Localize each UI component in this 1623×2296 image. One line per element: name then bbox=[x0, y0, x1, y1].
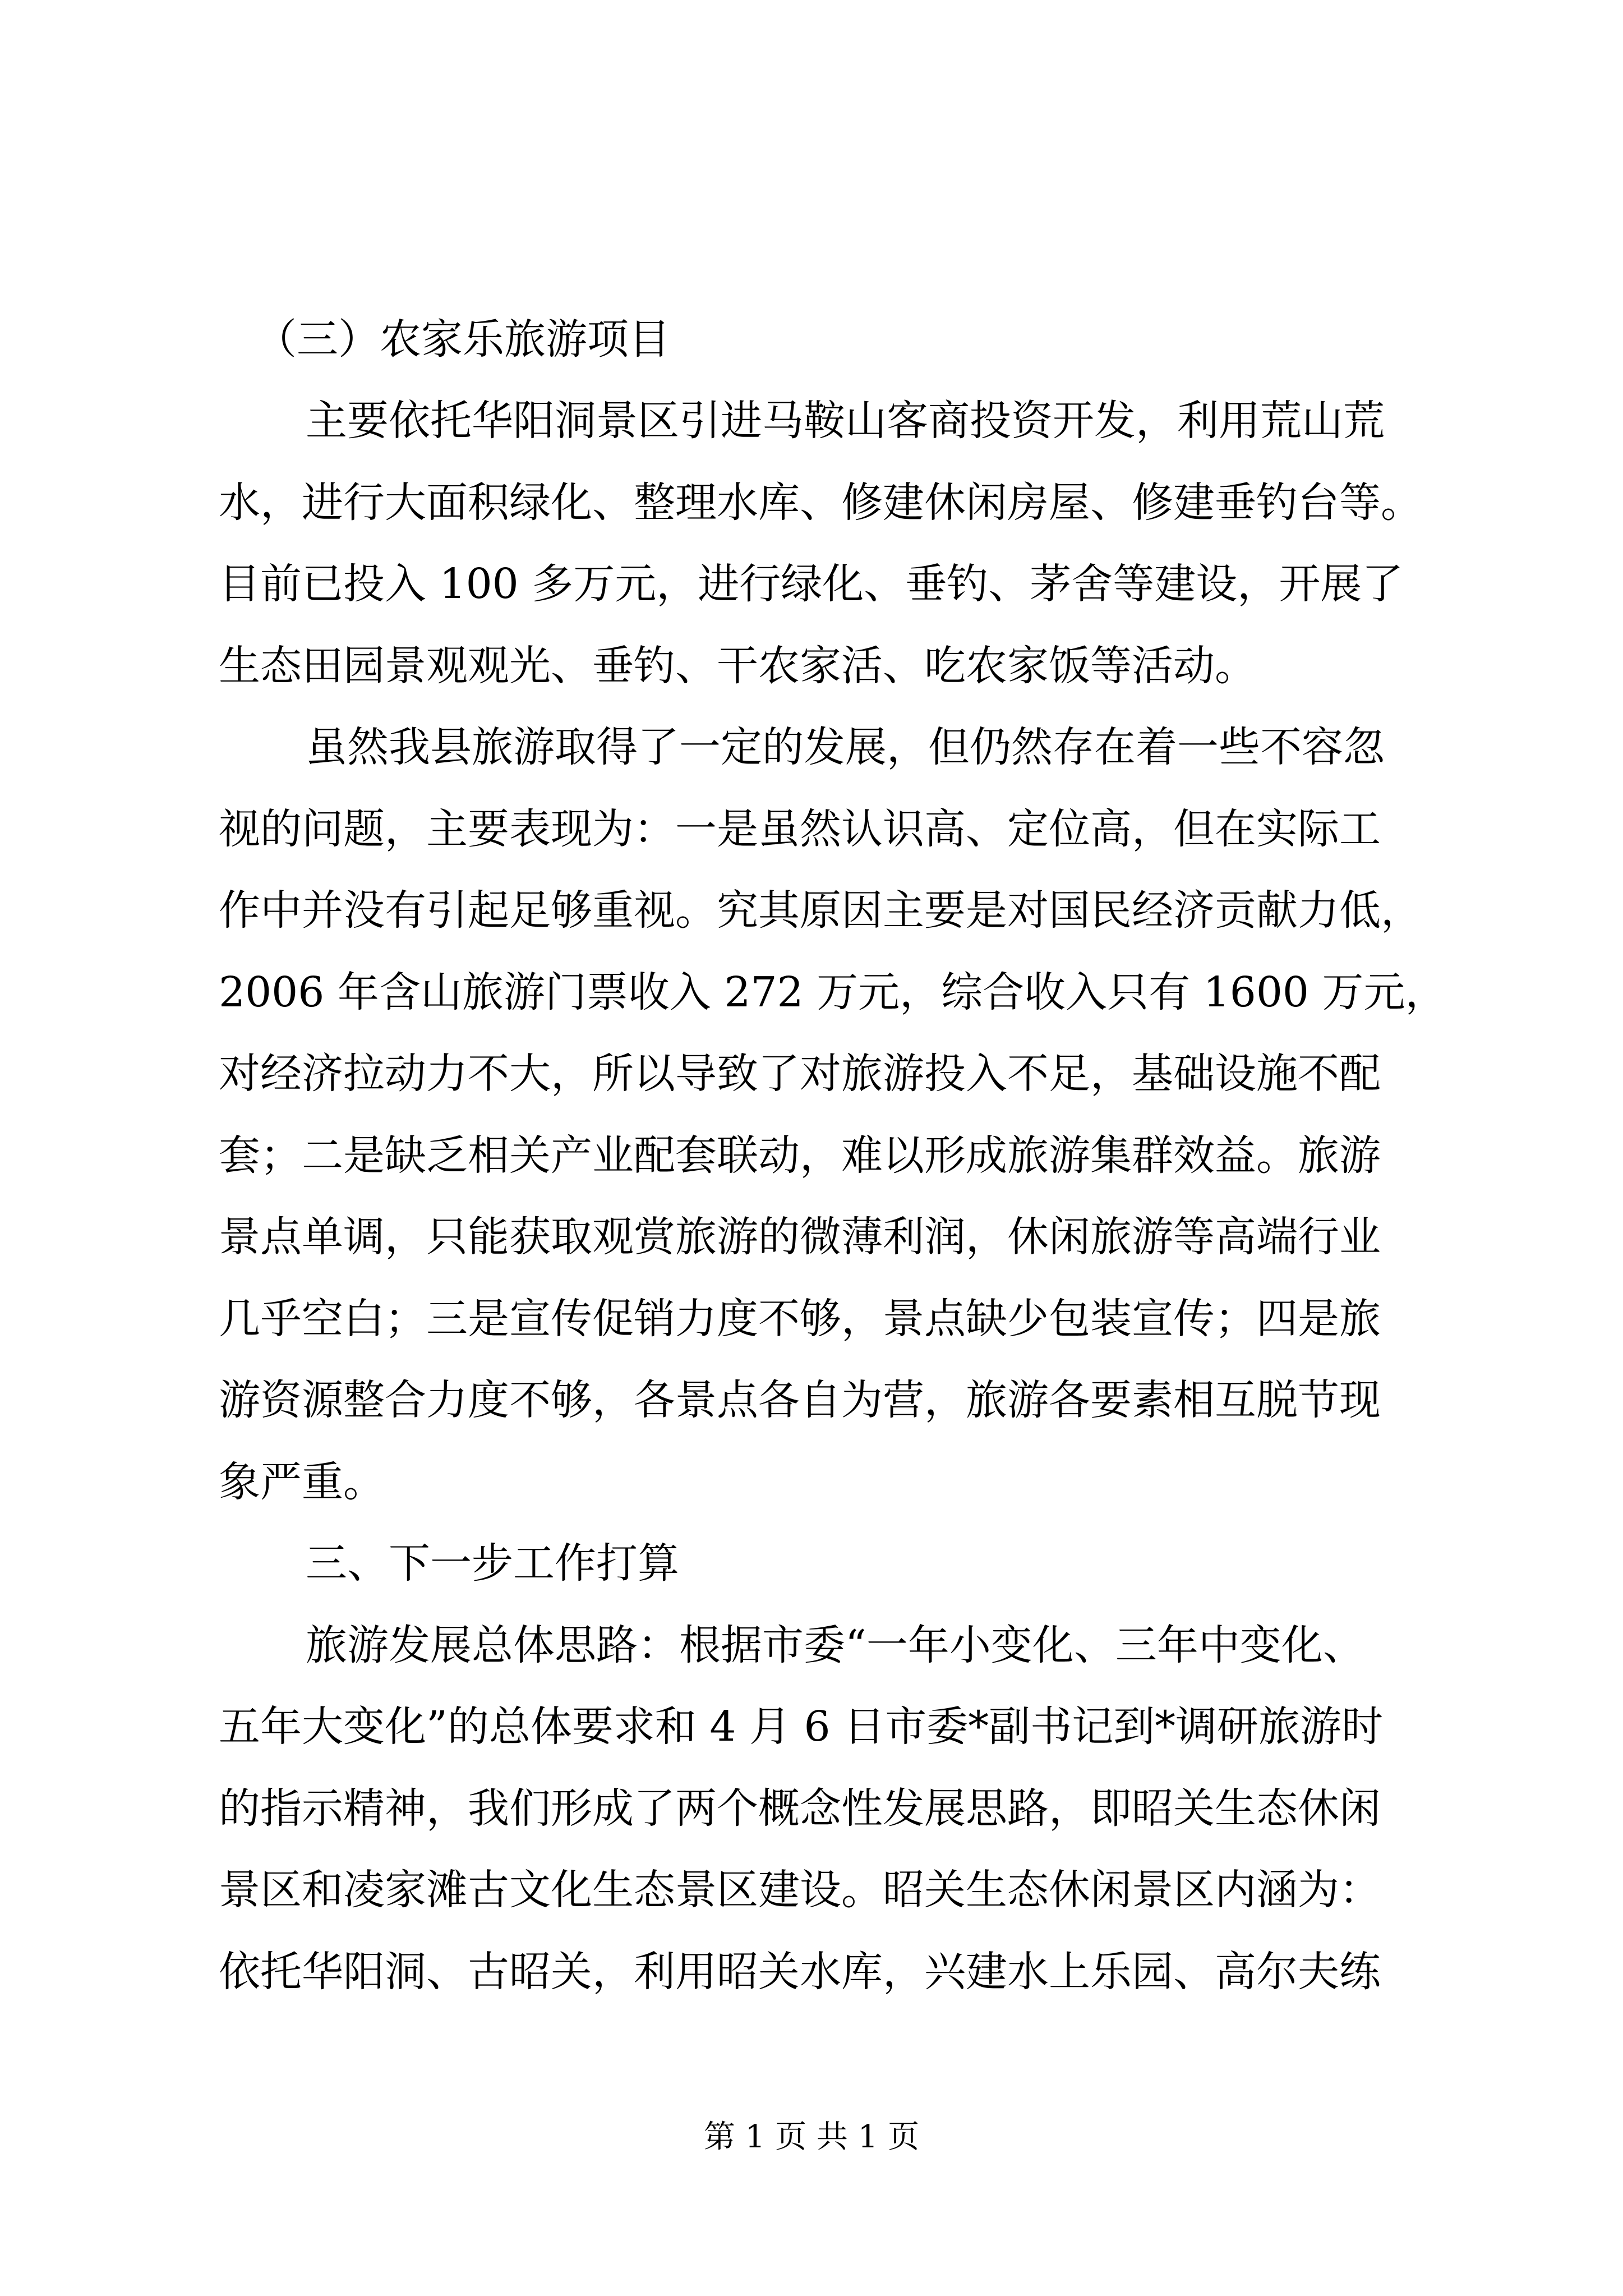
paragraph-line bbox=[0, 1203, 1623, 1271]
page-number: 第 1 页 共 1 页 bbox=[703, 2119, 920, 2155]
paragraph-line bbox=[0, 387, 1623, 454]
paragraph-line bbox=[0, 1040, 1623, 1107]
line-text: 对经济拉动力不大，所以导致了对旅游投入不足，基础设施不配 bbox=[219, 1050, 1381, 1098]
paragraph-line bbox=[0, 1693, 1623, 1760]
paragraph-line bbox=[0, 1938, 1623, 2005]
line-text: 依托华阳洞、古昭关，利用昭关水库，兴建水上乐园、高尔夫练 bbox=[219, 1948, 1381, 1996]
line-text: 视的问题，主要表现为：一是虽然认识高、定位高，但在实际工 bbox=[219, 805, 1381, 853]
paragraph-line bbox=[0, 1612, 1623, 1679]
section-heading bbox=[0, 306, 1623, 373]
line-text: 水，进行大面积绿化、整理水库、修建休闲房屋、修建垂钓台等。 bbox=[219, 478, 1422, 527]
page-footer bbox=[0, 2115, 1623, 2160]
paragraph-line bbox=[0, 1366, 1623, 1434]
paragraph-line bbox=[0, 550, 1623, 618]
paragraph-line bbox=[0, 1775, 1623, 1842]
paragraph-line bbox=[0, 1122, 1623, 1189]
heading-text: 三、下一步工作打算 bbox=[306, 1539, 679, 1588]
line-text: 象严重。 bbox=[219, 1458, 385, 1506]
paragraph-line bbox=[0, 1448, 1623, 1516]
line-text: 游资源整合力度不够，各景点各自为营，旅游各要素相互脱节现 bbox=[219, 1376, 1381, 1424]
paragraph-line bbox=[0, 1285, 1623, 1352]
line-text: 的指示精神，我们形成了两个概念性发展思路，即昭关生态休闲 bbox=[219, 1784, 1381, 1833]
line-text: 生态田园景观观光、垂钓、干农家活、吃农家饭等活动。 bbox=[219, 642, 1256, 690]
paragraph-line bbox=[0, 877, 1623, 944]
line-text: 套；二是缺乏相关产业配套联动，难以形成旅游集群效益。旅游 bbox=[219, 1131, 1381, 1180]
line-text: 景区和凌家滩古文化生态景区建设。昭关生态休闲景区内涵为： bbox=[219, 1866, 1381, 1914]
line-text: 虽然我县旅游取得了一定的发展，但仍然存在着一些不容忽 bbox=[306, 723, 1385, 771]
line-text: 目前已投入 100 多万元，进行绿化、垂钓、茅舍等建设，开展了 bbox=[219, 560, 1404, 608]
paragraph-line bbox=[0, 959, 1623, 1026]
section-heading bbox=[0, 1530, 1623, 1597]
line-text: 2006 年含山旅游门票收入 272 万元，综合收入只有 1600 万元， bbox=[219, 968, 1447, 1016]
line-text: 景点单调，只能获取观赏旅游的微薄利润，休闲旅游等高端行业 bbox=[219, 1213, 1381, 1261]
line-text: 主要依托华阳洞景区引进马鞍山客商投资开发，利用荒山荒 bbox=[306, 397, 1385, 445]
paragraph-line bbox=[0, 795, 1623, 863]
line-text: 旅游发展总体思路：根据市委“一年小变化、三年中变化、 bbox=[306, 1621, 1364, 1669]
paragraph-line bbox=[0, 714, 1623, 781]
line-text: 作中并没有引起足够重视。究其原因主要是对国民经济贡献力低， bbox=[219, 886, 1422, 935]
line-text: 五年大变化”的总体要求和 4 月 6 日市委*副书记到*调研旅游时 bbox=[219, 1703, 1384, 1751]
paragraph-line bbox=[0, 1856, 1623, 1924]
line-text: 几乎空白；三是宣传促销力度不够，景点缺少包装宣传；四是旅 bbox=[219, 1295, 1381, 1343]
paragraph-line bbox=[0, 469, 1623, 536]
paragraph-line bbox=[0, 632, 1623, 700]
heading-text: （三）农家乐旅游项目 bbox=[255, 315, 670, 364]
